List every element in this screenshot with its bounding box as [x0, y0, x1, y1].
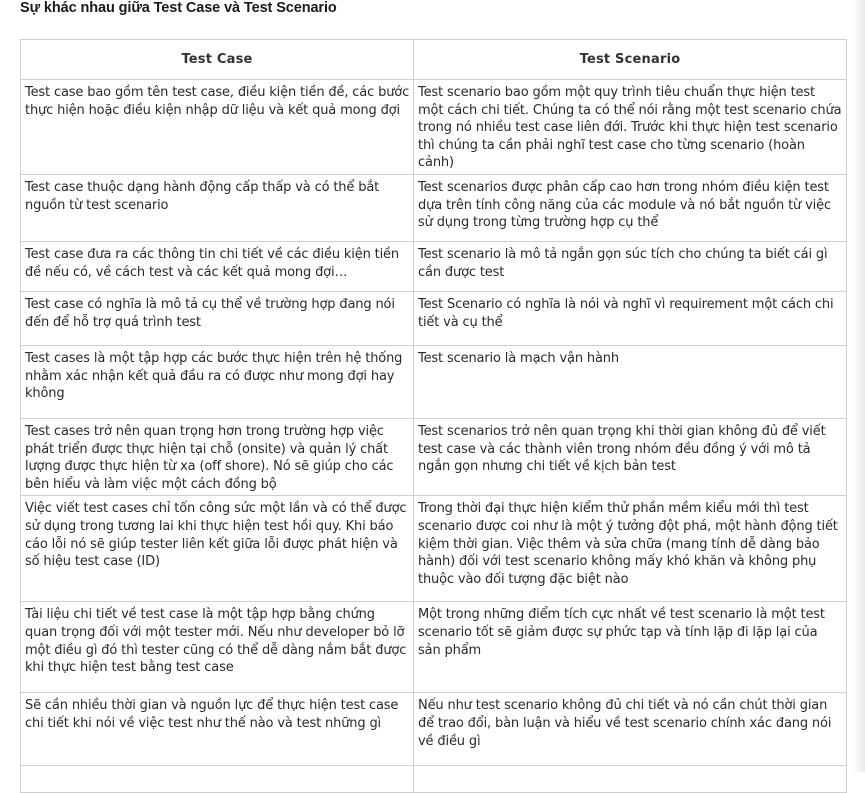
table-row	[21, 291, 847, 345]
test-case-cell: Việc viết test cases chỉ tốn công sức một lần và có thể được sử dụng trong tương lai khi thực hiện test hồi quy. Khi báo cáo lỗi nó sẽ giúp tester liên kết giữa lỗi được phát hiện và số hiệu test case (ID)	[21, 496, 414, 602]
table-row	[21, 496, 847, 602]
test-scenario-cell: Test scenarios được phân cấp cao hơn trong nhóm điều kiện test dựa trên tính công năng của các module và nó bắt nguồn từ việc sử dụng trong từng trường hợp cụ thể	[414, 174, 847, 241]
table-row	[21, 418, 847, 495]
test-case-cell: Sẽ cần nhiều thời gian và nguồn lực để thực hiện test case chi tiết khi nói về việc test như thế nào và test những gì	[21, 693, 414, 766]
test-scenario-cell: Test scenario là mô tả ngắn gọn súc tích cho chúng ta biết cái gì cần được test	[414, 241, 847, 291]
table-row	[21, 174, 847, 241]
test-case-cell: Test case có nghĩa là mô tả cụ thể về trường hợp đang nói đến để hỗ trợ quá trình test	[21, 291, 414, 345]
test-case-cell: Test cases trở nên quan trọng hơn trong trường hợp việc phát triển được thực hiện tại chỗ (onsite) và quản lý chất lượng được thực hiện từ xa (off shore). Nó sẽ giúp cho các bên hiểu và làm việc một cách đồng bộ	[21, 418, 414, 495]
table-header-row	[21, 40, 847, 80]
table-row-partial	[21, 766, 847, 793]
header-test-scenario: Test Scenario	[414, 40, 847, 80]
test-scenario-cell: Test scenarios trở nên quan trọng khi thời gian không đủ để viết test case và các thành viên trong nhóm đều đồng ý với mô tả ngắn gọn nhưng chi tiết về kịch bản test	[414, 418, 847, 495]
comparison-table	[20, 39, 847, 793]
table-row	[21, 80, 847, 175]
test-case-cell: Tài liệu chi tiết về test case là một tập hợp bằng chứng quan trọng đối với một tester mới. Nếu như developer bỏ lỡ một điều gì đó thì tester cũng có thể dễ dàng nắm bắt được khi thực hiện test bằng test case	[21, 602, 414, 693]
test-scenario-cell: Trong thời đại thực hiện kiểm thử phần mềm kiểu mới thì test scenario được coi như là một ý tưởng đột phá, một hành động tiết kiệm thời gian. Việc thêm và sửa chữa (mang tính dễ dàng bảo hành) đối với test scenario không mấy khó khăn và không phụ thuộc vào đối tượng đặc biệt nào	[414, 496, 847, 602]
test-scenario-cell: Nếu như test scenario không đủ chi tiết và nó cần chút thời gian để trao đổi, bàn luận và hiểu về test scenario chính xác đang nói về điều gì	[414, 693, 847, 766]
page-edge-shadow	[852, 0, 865, 772]
table-row	[21, 241, 847, 291]
test-case-cell: Test case đưa ra các thông tin chi tiết về các điều kiện tiền đề nếu có, về cách test và các kết quả mong đợi…	[21, 241, 414, 291]
test-case-cell: Test case thuộc dạng hành động cấp thấp và có thể bắt nguồn từ test scenario	[21, 174, 414, 241]
test-scenario-cell: Một trong những điểm tích cực nhất về test scenario là một test scenario tốt sẽ giảm được sự phức tạp và tính lặp đi lặp lại của sản phẩm	[414, 602, 847, 693]
table-row	[21, 602, 847, 693]
empty-cell	[414, 766, 847, 793]
test-scenario-cell: Test scenario là mạch vận hành	[414, 345, 847, 418]
test-scenario-cell: Test Scenario có nghĩa là nói và nghĩ vì requirement một cách chi tiết và cụ thể	[414, 291, 847, 345]
test-case-cell: Test cases là một tập hợp các bước thực hiện trên hệ thống nhằm xác nhận kết quả đầu ra có được như mong đợi hay không	[21, 345, 414, 418]
test-case-cell: Test case bao gồm tên test case, điều kiện tiền đề, các bước thực hiện hoặc điều kiện nhập dữ liệu và kết quả mong đợi	[21, 80, 414, 175]
table-row	[21, 345, 847, 418]
page-title: Sự khác nhau giữa Test Case và Test Scenario	[20, 0, 337, 16]
test-scenario-cell: Test scenario bao gồm một quy trình tiêu chuẩn thực hiện test một cách chi tiết. Chúng ta có thể nói rằng một test scenario chứa trong nó nhiều test case liên đới. Trước khi thực hiện test scenario thì chúng ta cần phải nghĩ test case cho từng scenario (hoàn cảnh)	[414, 80, 847, 175]
table-row	[21, 693, 847, 766]
empty-cell	[21, 766, 414, 793]
header-test-case: Test Case	[21, 40, 414, 80]
